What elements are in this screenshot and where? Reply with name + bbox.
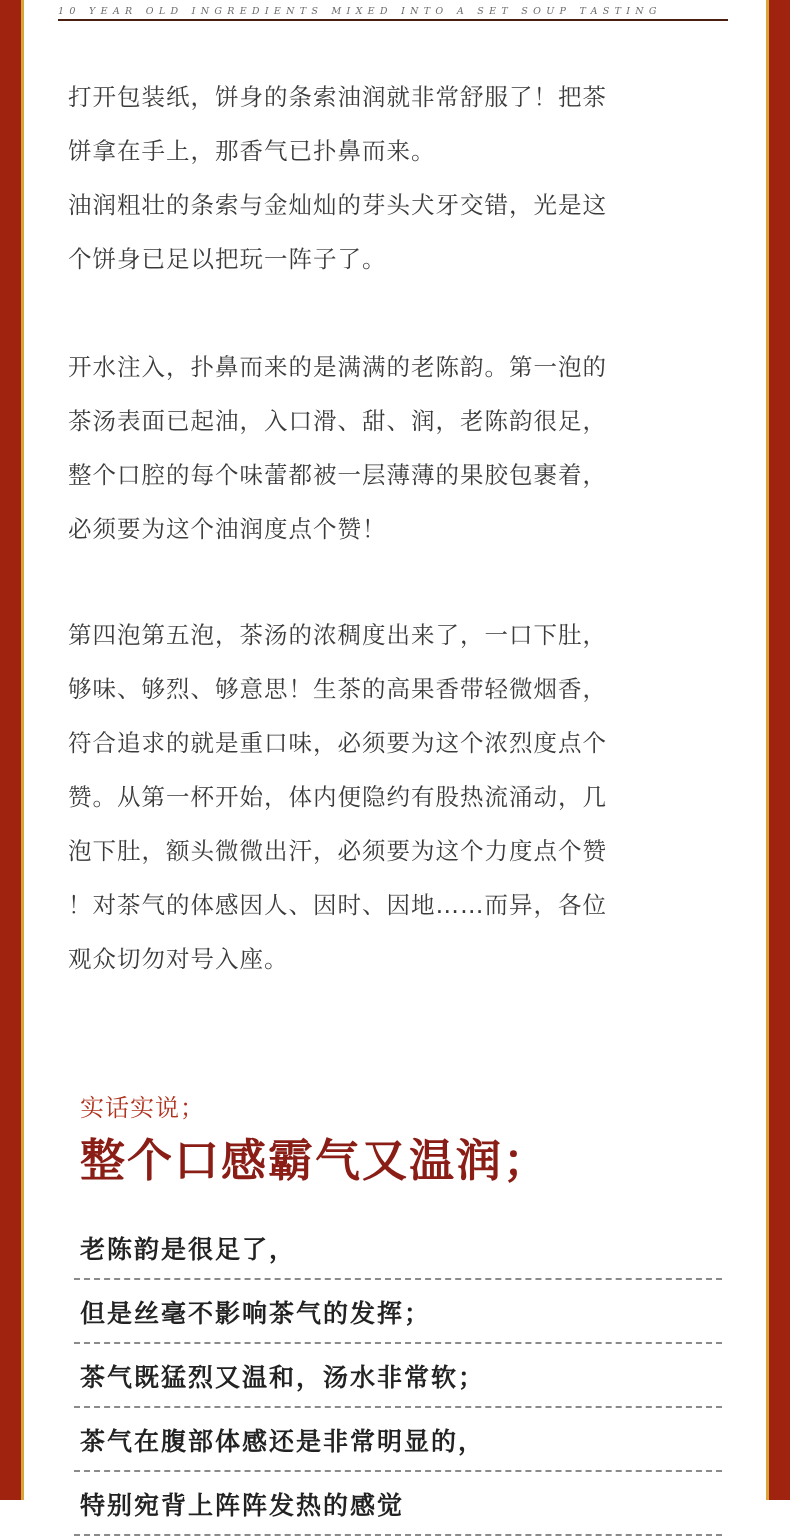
section-kicker: 实话实说； <box>80 1094 205 1122</box>
left-decorative-border <box>0 0 24 1500</box>
paragraph-line: 茶汤表面已起油，入口滑、甜、润，老陈韵很足， <box>68 407 607 435</box>
paragraph-line: 第四泡第五泡，茶汤的浓稠度出来了，一口下肚， <box>68 621 607 649</box>
summary-item: 茶气在腹部体感还是非常明显的， <box>74 1408 722 1472</box>
paragraph-line: 油润粗壮的条索与金灿灿的芽头犬牙交错，光是这 <box>68 191 607 219</box>
paragraph-unwrapping <box>68 70 732 286</box>
paragraph-line: 符合追求的就是重口味，必须要为这个浓烈度点个 <box>68 729 607 757</box>
paragraph-line: 整个口腔的每个味蕾都被一层薄薄的果胶包裹着， <box>68 461 607 489</box>
section-headline: 整个口感霸气又温润； <box>80 1134 551 1187</box>
paragraph-line: 打开包装纸，饼身的条索油润就非常舒服了！把茶 <box>68 83 607 111</box>
paragraph-later-brews <box>68 608 732 986</box>
banner-english-text: 10 YEAR OLD INGREDIENTS MIXED INTO A SET SOUP TASTING <box>58 6 662 17</box>
paragraph-line: 饼拿在手上，那香气已扑鼻而来。 <box>68 137 436 165</box>
paragraph-first-brew <box>68 340 732 556</box>
paragraph-line: 必须要为这个油润度点个赞！ <box>68 515 387 543</box>
paragraph-line: 够味、够烈、够意思！生茶的高果香带轻微烟香， <box>68 675 607 703</box>
paragraph-line: 个饼身已足以把玩一阵子了。 <box>68 245 387 273</box>
summary-list <box>74 1216 722 1536</box>
banner-divider-line <box>58 19 728 21</box>
right-decorative-border <box>766 0 790 1500</box>
summary-item: 特别宛背上阵阵发热的感觉 <box>74 1472 722 1536</box>
summary-item: 老陈韵是很足了， <box>74 1216 722 1280</box>
paragraph-line: 泡下肚，额头微微出汗，必须要为这个力度点个赞 <box>68 837 607 865</box>
paragraph-line: 开水注入，扑鼻而来的是满满的老陈韵。第一泡的 <box>68 353 607 381</box>
paragraph-line: 赞。从第一杯开始，体内便隐约有股热流涌动，几 <box>68 783 607 811</box>
summary-item: 但是丝毫不影响茶气的发挥； <box>74 1280 722 1344</box>
paragraph-line: ！对茶气的体感因人、因时、因地……而异，各位 <box>68 891 607 919</box>
paragraph-line: 观众切勿对号入座。 <box>68 945 289 973</box>
summary-item: 茶气既猛烈又温和，汤水非常软； <box>74 1344 722 1408</box>
